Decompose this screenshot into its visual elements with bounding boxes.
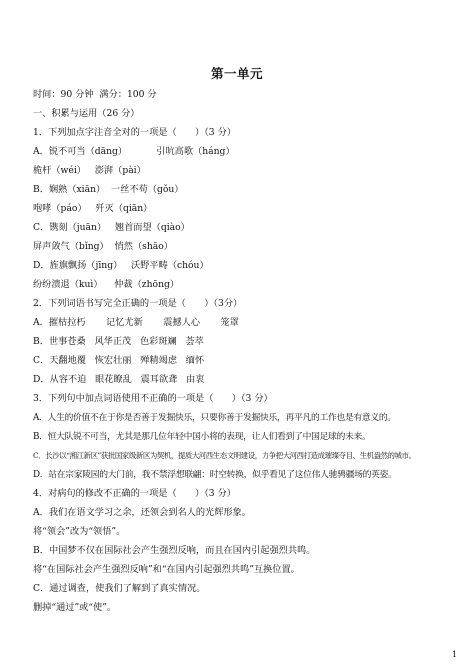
question-1-option-a-cont: 桅杆（wéi） 澎湃（pài） <box>33 165 146 176</box>
question-1-option-b-cont: 咆哮（páo） 歼灭（qiān） <box>33 203 153 214</box>
exam-info-line: 时间：90 分钟 满分：100 分 <box>33 89 157 100</box>
question-3-option-b: B．恒大队锐不可当，尤其是那几位年轻中国小将的表现，让人们看到了中国足球的未来。 <box>33 432 371 442</box>
question-4-option-b: B．中国梦不仅在国际社会产生强烈反响，而且在国内引起强烈共鸣。 <box>33 545 316 556</box>
question-4-option-b-fix: 将“在国际社会产生强烈反响”和“在国内引起强烈共鸣”互换位置。 <box>33 564 300 575</box>
question-2-option-a: A．摧枯拉朽 记忆尤新 震撼人心 笼罩 <box>33 317 239 328</box>
question-4-option-c-fix: 删掉“通过”或“使”。 <box>33 602 117 613</box>
question-1-option-b: B．娴熟（xiān） 一丝不苟（gǒu） <box>33 184 184 195</box>
question-3-option-a: A．人生的价值不在于你是否善于发掘快乐，只要你善于发掘快乐，再平凡的工作也是有意义的。 <box>33 413 396 423</box>
question-4-option-a-fix: 将“领会”改为“领悟”。 <box>33 526 126 537</box>
question-2: 2．下列词语书写完全正确的一项是（ ）（3分） <box>33 298 243 309</box>
page-title: 第一单元 <box>210 66 263 81</box>
question-1-option-d: D．旌旗飘扬（jīng） 沃野平畴（chóu） <box>33 260 209 271</box>
question-3-option-c: C．长沙以“湘江新区”获批国家级新区为契机，提质大河西生态文明建设，力争把大河西打造成璀璨夺目、生机盎然的城市。 <box>33 451 416 460</box>
question-3: 3．下列句中加点词语使用不正确的一项是（ ）（3 分） <box>33 393 273 404</box>
question-2-option-c: C．天翻地覆 恢宏壮丽 殚精竭虑 缅怀 <box>33 355 205 366</box>
question-1-option-c: C．镌刻（juān） 翘首而望（qiào） <box>33 222 190 233</box>
question-1-option-d-cont: 纷纷溃退（kuì） 仲裁（zhōng） <box>33 279 180 290</box>
question-4: 4．对病句的修改不正确的一项是（ ）（3 分） <box>33 488 236 499</box>
question-1-option-c-cont: 屏声敛气（bǐng） 悄然（shāo） <box>33 241 173 252</box>
section-heading: 一、积累与运用（26 分） <box>33 108 140 119</box>
question-1: 1．下列加点字注音全对的一项是（ ）（3 分） <box>33 127 236 138</box>
page-number: 1 <box>452 650 458 659</box>
question-2-option-d: D．从容不迫 眼花瞭乱 震耳欲聋 由衷 <box>33 374 205 385</box>
question-2-option-b: B．世事苍桑 风华正茂 色彩斑斓 荟萃 <box>33 336 204 347</box>
question-4-option-c: C．通过调查，使我们了解到了真实情况。 <box>33 583 206 594</box>
question-4-option-a: A．我们在语文学习之余，还领会到名人的光辉形象。 <box>33 507 251 518</box>
question-1-option-a: A．锐不可当（dāng） 引吭高歌（háng） <box>33 146 235 157</box>
question-3-option-d: D．站在宗家陵园的大门前，我不禁浮想联翩：时空转换，似乎看见了这位伟人驰骋疆场的英姿。 <box>33 470 397 480</box>
